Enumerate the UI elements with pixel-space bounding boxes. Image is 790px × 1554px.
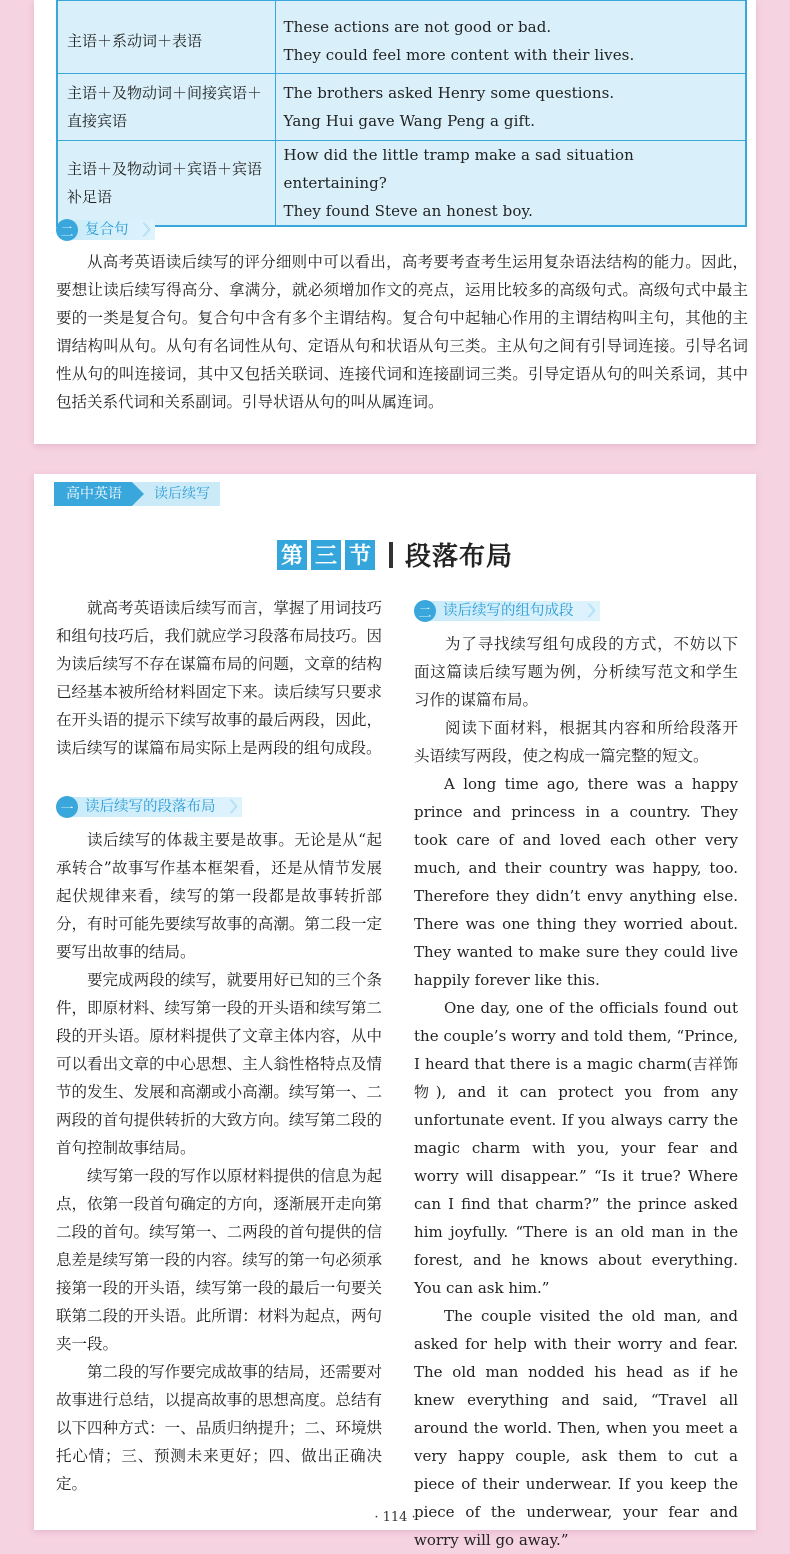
example-sentence: How did the little tramp make a sad situation entertaining?: [283, 146, 634, 192]
story-paragraph: A long time ago, there was a happy prince and princess in a country. They took care of and loved each other very much, and their country was happy, too. Therefore they didn’t envy anything else. There was one thing they worried about. They wanted to make sure they could live happily forever like this.: [414, 775, 738, 989]
table-row: [57, 74, 746, 141]
story-passage: [414, 770, 738, 1554]
table-row: [57, 141, 746, 227]
section-heading-compound: [56, 219, 155, 241]
title-divider: [389, 542, 393, 568]
section-title-bar: [67, 797, 242, 817]
double-chevron-icon: 〉〉: [141, 221, 153, 239]
section-number-badge: 二: [414, 600, 436, 622]
table-cell-examples: [275, 74, 746, 141]
paragraph: 阅读下面材料，根据其内容和所给段落开头语续写两段，使之构成一篇完整的短文。: [414, 719, 738, 765]
paragraph: 第二段的写作要完成故事的结局，还需要对故事进行总结，以提高故事的思想高度。总结有以下四种方式：一、品质归纳提升；二、环境烘托心情；三、预测未来更好；四、做出正确决定。: [56, 1363, 382, 1493]
paragraph: 为了寻找续写组句成段的方式，不妨以下面这篇读后续写题为例，分析续写范文和学生习作的谋篇布局。: [414, 635, 738, 709]
story-paragraph: One day, one of the officials found out the couple’s worry and told them, “Prince, I heard that there is a magic charm(吉祥饰物), and it can protect you from any unfortunate event. If you always carry the magic charm with you, your fear and worry will disappear.” “Is it true? Where can I find that charm?” the prince asked him joyfully. “There is an old man in the forest, and he knows about everything. You can ask him.”: [414, 999, 738, 1297]
paragraph: 读后续写的体裁主要是故事。无论是从“起承转合”故事写作基本框架看，还是从情节发展起伏规律来看，续写的第一段都是故事转折部分，有时可能先要续写故事的高潮。第二段一定要写出故事的结局。: [56, 831, 382, 961]
table-cell-examples: [275, 1, 746, 74]
breadcrumb: [54, 482, 220, 506]
section-title: 复合句: [85, 222, 129, 238]
breadcrumb-subject: 高中英语: [54, 482, 132, 506]
left-intro-paragraph: 就高考英语读后续写而言，掌握了用词技巧和组句技巧后，我们就应学习段落布局技巧。因为读后续写不存在谋篇布局的问题，文章的结构已经基本被所给材料固定下来。读后续写只要求在开头语的提示下续写故事的最后两段，因此，读后续写的谋篇布局实际上是两段的组句成段。: [56, 599, 382, 757]
section-title-bar: [67, 220, 155, 240]
table-cell-structure: 主语＋及物动词＋间接宾语＋直接宾语: [57, 74, 275, 141]
sentence-pattern-table: [56, 0, 747, 227]
compound-sentence-paragraph: 从高考英语读后续写的评分细则中可以看出，高考要考查考生运用复杂语法结构的能力。因此，要想让读后续写得高分、拿满分，就必须增加作文的亮点，运用比较多的高级句式。高级句式中最主要的一类是复合句。复合句中含有多个主谓结构。复合句中起轴心作用的主谓结构叫主句，其他的主谓结构叫从句。从句有名词性从句、定语从句和状语从句三类。主从句之间有引导词连接。引导名词性从句的叫连接词，其中又包括关联词、连接代词和连接副词三类。引导定语从句的叫关系词，其中包括关系代词和关系副词。引导状语从句的叫从属连词。: [56, 253, 748, 411]
section-title-bar: [425, 601, 600, 621]
example-sentence: These actions are not good or bad.: [283, 18, 552, 36]
example-sentence: They could feel more content with their lives.: [283, 46, 635, 64]
double-chevron-icon: 〉〉: [228, 798, 240, 816]
page-number: · 114 ·: [374, 1510, 416, 1525]
example-sentence: Yang Hui gave Wang Peng a gift.: [283, 112, 536, 130]
story-paragraph: The couple visited the old man, and asked for help with their worry and fear. The old man nodded his head as if he knew everything and said, “Travel all around the world. Then, when you meet a very happy couple, ask them to cut a piece of their underwear. If you keep the piece of the underwear, your fear and worry will go away.”: [414, 1307, 738, 1549]
chapter-char-box: 第: [277, 540, 307, 570]
chapter-char-box: 三: [311, 540, 341, 570]
table-cell-examples: [275, 141, 746, 227]
chapter-char-box: 节: [345, 540, 375, 570]
chapter-title: [34, 536, 756, 573]
table-row: [57, 1, 746, 74]
section-number-badge: 二: [56, 219, 78, 241]
page-upper: [34, 0, 756, 444]
double-chevron-icon: 〉〉: [586, 602, 598, 620]
left-body-paragraphs: [56, 826, 382, 1498]
section-heading-paragraph-layout: [56, 796, 242, 818]
breadcrumb-topic: 读后续写: [132, 482, 220, 506]
page-lower: [34, 474, 756, 1549]
example-sentence: They found Steve an honest boy.: [283, 202, 533, 220]
paragraph: 续写第一段的写作以原材料提供的信息为起点，依第一段首句确定的方向，逐渐展开走向第二段的首句。续写第一、二两段的首句提供的信息差是续写第一段的内容。续写的第一句必须承接第一段的开头语，续写第一段的最后一句要关联第二段的开头语。此所谓：材料为起点，两句夹一段。: [56, 1167, 382, 1353]
section-number-badge: 一: [56, 796, 78, 818]
section-title: 读后续写的组句成段: [443, 603, 574, 619]
chapter-heading: 段落布局: [404, 542, 513, 572]
table-cell-structure: 主语＋及物动词＋宾语＋宾语补足语: [57, 141, 275, 227]
example-sentence: The brothers asked Henry some questions.: [283, 84, 615, 102]
section-heading-sentence-grouping: [414, 600, 600, 622]
right-intro-paragraphs: [414, 630, 738, 770]
paragraph: 要完成两段的续写，就要用好已知的三个条件，即原材料、续写第一段的开头语和续写第二段的开头语。原材料提供了文章主体内容，从中可以看出文章的中心思想、主人翁性格特点及情节的发生、发展和高潮或小高潮。续写第一、二两段的首句提供转折的大致方向。续写第二段的首句控制故事结局。: [56, 971, 382, 1157]
section-title: 读后续写的段落布局: [85, 799, 216, 815]
table-cell-structure: 主语＋系动词＋表语: [57, 1, 275, 74]
